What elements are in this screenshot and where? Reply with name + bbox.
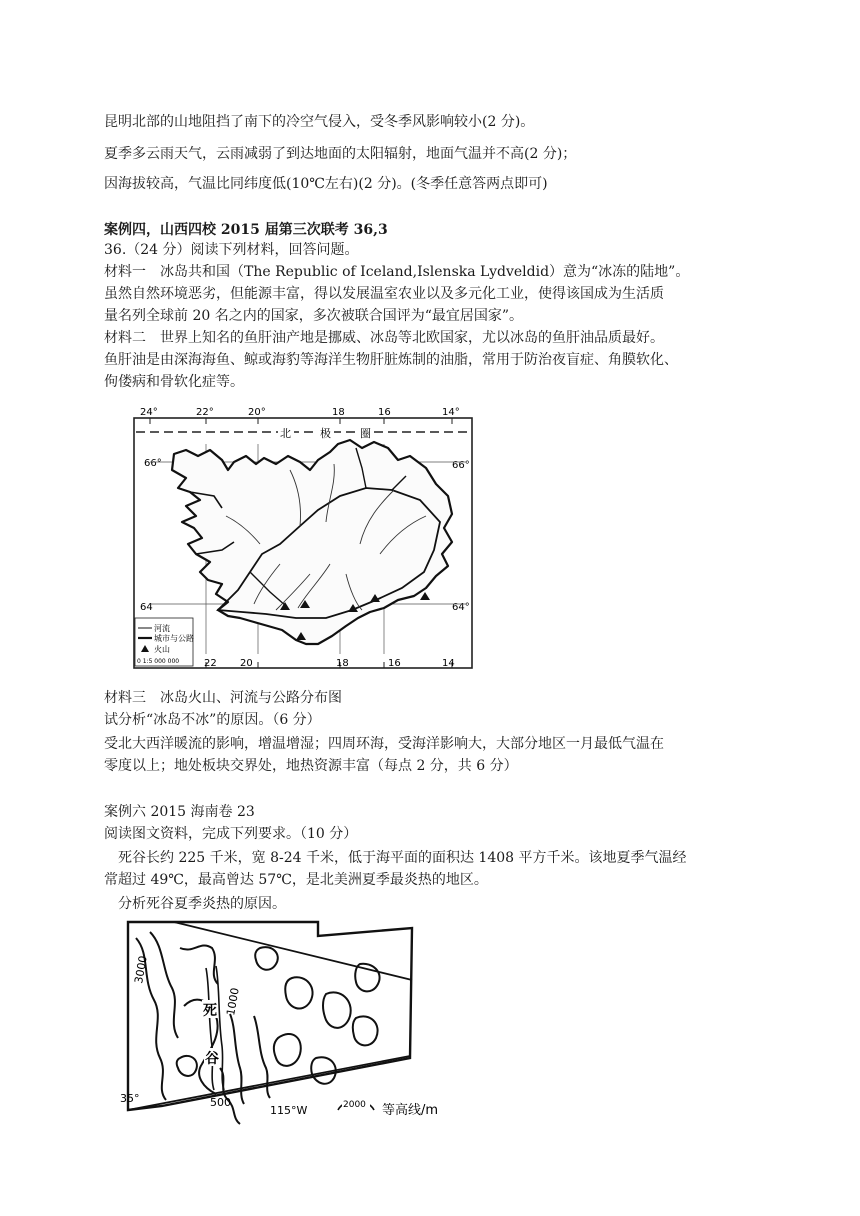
lat-label-right-64: 64° <box>452 602 470 613</box>
case6-heading: 案例六 2015 海南卷 23 <box>104 804 255 820</box>
lat-label-left-66: 66° <box>144 458 162 469</box>
valley-char-si: 死 <box>203 1003 217 1019</box>
case4-answer-line-2: 零度以上；地处板块交界处，地热资源丰富（每点 2 分，共 6 分） <box>104 758 518 774</box>
material2-line-3: 佝偻病和骨软化症等。 <box>104 374 244 390</box>
case6-desc-line-2: 常超过 49℃，最高曾达 57℃，是北美洲夏季最炎热的地区。 <box>104 872 488 888</box>
lat-label-left-64: 64 <box>140 602 153 613</box>
lon-label-top-14: 14° <box>442 407 460 418</box>
lon-label-bottom-16: 16 <box>388 658 401 669</box>
legend-city-road: 城市与公路 <box>154 634 194 643</box>
lat-label-35: 35° <box>120 1092 140 1105</box>
case4-answer-line-1: 受北大西洋暖流的影响，增温增湿；四周环海，受海洋影响大，大部分地区一月最低气温在 <box>104 736 664 752</box>
material3-caption: 材料三 冰岛火山、河流与公路分布图 <box>104 690 342 706</box>
death-valley-frame <box>128 922 412 1110</box>
arctic-label-ji: 极 <box>320 427 331 440</box>
lon-label-115w: 115°W <box>270 1104 308 1117</box>
lon-label-bottom-18: 18 <box>336 658 349 669</box>
iceland-map <box>130 404 476 674</box>
lon-label-top-24: 24° <box>140 407 158 418</box>
lon-label-top-20: 20° <box>248 407 266 418</box>
lon-label-bottom-14: 14 <box>442 658 455 669</box>
contour-legend <box>334 1092 454 1122</box>
case6-task: 分析死谷夏季炎热的原因。 <box>118 896 286 912</box>
lat-label-right-66: 66° <box>452 460 470 471</box>
material2-line-2: 鱼肝油是由深海海鱼、鲸或海豹等海洋生物肝脏炼制的油脂，常用于防治夜盲症、角膜软化、 <box>104 352 678 368</box>
material1-line-1: 材料一 冰岛共和国（The Republic of Iceland,Islenska Lydveldid）意为“冰冻的陆地”。 <box>104 264 690 280</box>
valley-char-gu: 谷 <box>205 1051 219 1067</box>
contour-legend-value: 2000 <box>343 1100 366 1110</box>
intro-line-3: 因海拔较高，气温比同纬度低(10℃左右)(2 分)。(冬季任意答两点即可) <box>104 176 548 192</box>
case6-instruction: 阅读图文资料，完成下列要求。（10 分） <box>104 826 358 842</box>
case4-task: 试分析“冰岛不冰”的原因。（6 分） <box>104 712 321 728</box>
legend-scale: 0 1:5 000 000 <box>137 658 180 665</box>
material2-line-1: 材料二 世界上知名的鱼肝油产地是挪威、冰岛等北欧国家，尤以冰岛的鱼肝油品质最好。 <box>104 330 664 346</box>
lon-label-top-18: 18 <box>332 407 345 418</box>
lon-label-bottom-20: 20 <box>240 658 253 669</box>
lon-label-bottom-22: 22 <box>204 658 217 669</box>
material1-line-2: 虽然自然环境恶劣，但能源丰富，得以发展温室农业以及多元化工业，使得该国成为生活质 <box>104 286 664 302</box>
legend-river: 河流 <box>154 624 170 633</box>
iceland-legend <box>135 618 194 666</box>
intro-line-2: 夏季多云雨天气，云雨减弱了到达地面的太阳辐射，地面气温并不高(2 分)； <box>104 146 577 162</box>
legend-volcano: 火山 <box>154 645 170 654</box>
arctic-label-bei: 北 <box>280 427 291 440</box>
intro-line-1: 昆明北部的山地阻挡了南下的冷空气侵入，受冬季风影响较小(2 分)。 <box>104 114 535 130</box>
case4-question-line: 36.（24 分）阅读下列材料，回答问题。 <box>104 242 359 258</box>
arctic-label-quan: 圈 <box>360 427 371 440</box>
case6-desc-line-1: 死谷长约 225 千米，宽 8-24 千米，低于海平面的面积达 1408 平方千米。该地夏季气温经 <box>118 850 687 866</box>
material1-line-3: 量名列全球前 20 名之内的国家，多次被联合国评为“最宜居国家”。 <box>104 308 524 324</box>
contour-label-3000: 3000 <box>132 954 150 985</box>
case4-heading: 案例四，山西四校 2015 届第三次联考 36,3 <box>104 222 388 238</box>
lon-label-top-22: 22° <box>196 407 214 418</box>
contour-legend-text: 等高线/m <box>382 1103 439 1118</box>
contour-label-500: 500 <box>210 1096 231 1109</box>
lon-label-top-16: 16 <box>378 407 391 418</box>
contour-label-1000: 1000 <box>224 986 242 1017</box>
